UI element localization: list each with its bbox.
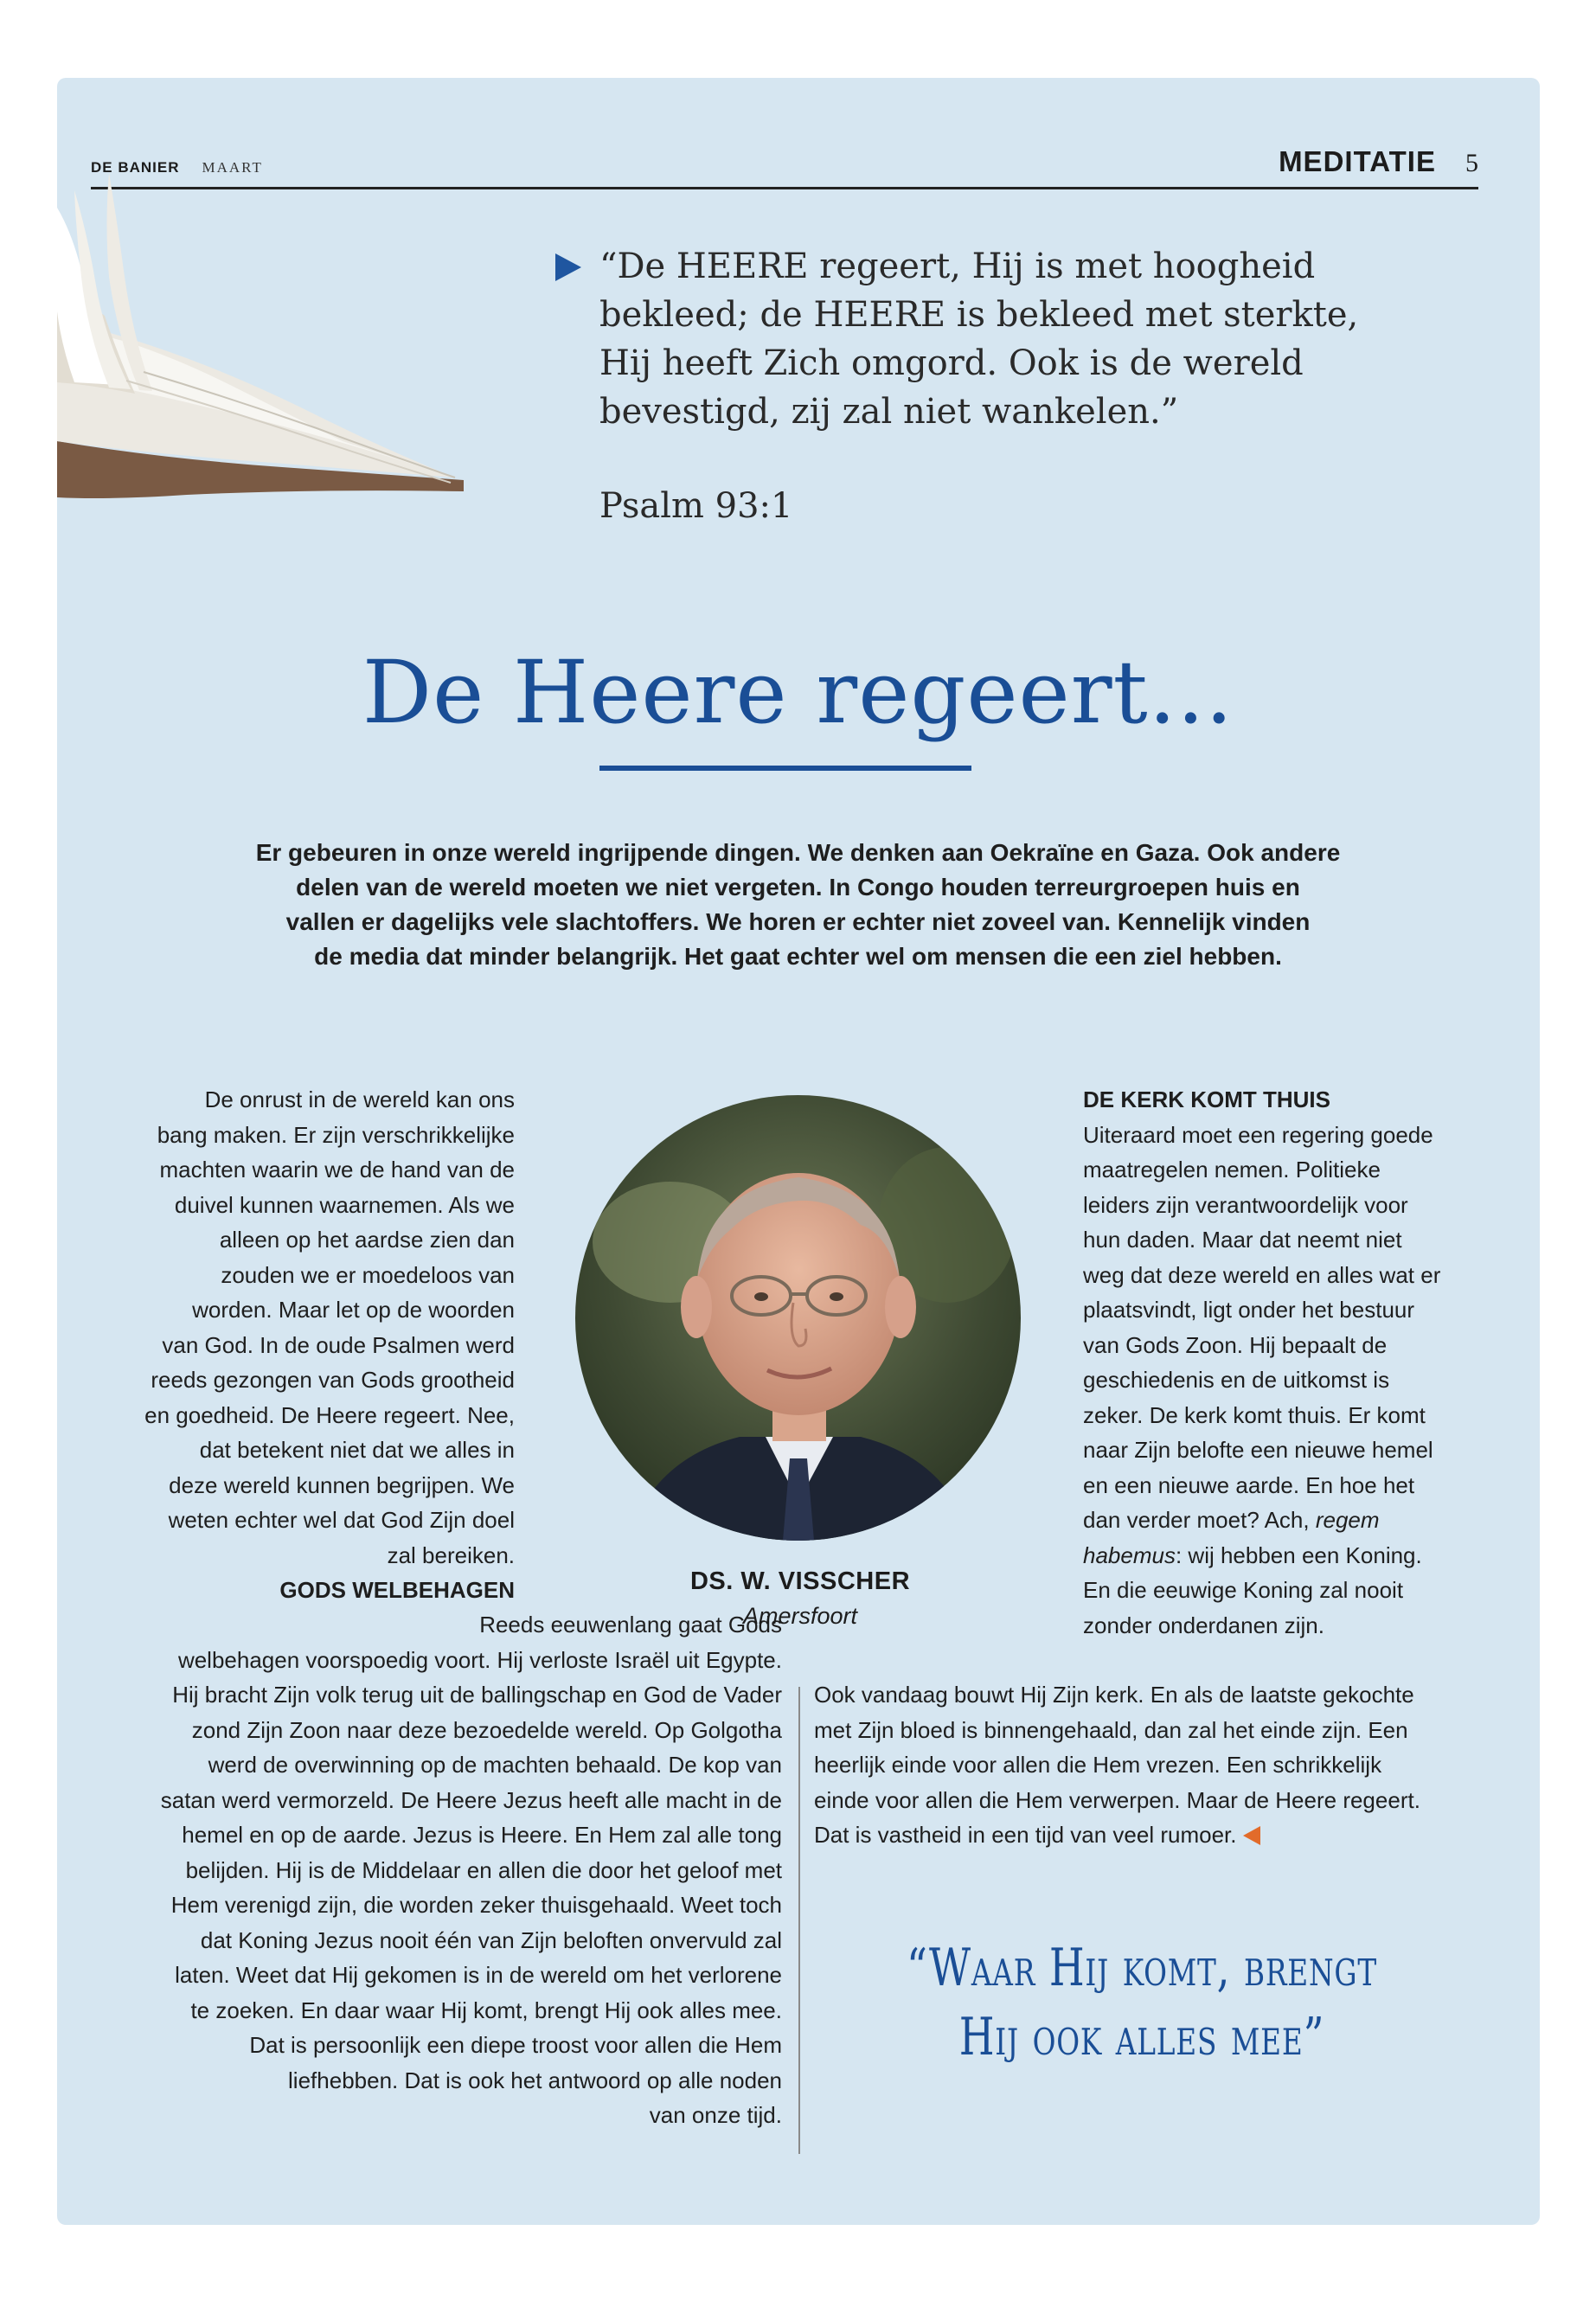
quote-marker-icon (555, 253, 581, 281)
issue-month: MAART (202, 159, 263, 176)
text-line: dat betekent niet dat we alles in (199, 1437, 515, 1463)
intro-line: Er gebeuren in onze wereld ingrijpende dingen. We denken aan Oekraïne en Gaza. Ook andere (255, 839, 1341, 866)
text-line: belijden. Hij is de Middelaar en allen die door het geloof met (185, 1856, 782, 1883)
text-line: welbehagen voorspoedig voort. Hij verloste Israël uit Egypte. (177, 1646, 782, 1673)
quote-line: Hij heeft Zich omgord. Ook is de wereld (599, 343, 1304, 383)
column-divider (798, 1687, 800, 2154)
quote-line: “De HEERE regeert, Hij is met hoogheid (599, 247, 1316, 286)
text-line: dat Koning Jezus nooit één van Zijn beloften onvervuld zal (200, 1926, 782, 1953)
text-line: van God. In de oude Psalmen werd (162, 1331, 515, 1358)
text-line: te zoeken. En daar waar Hij komt, brengt Hij ook alles mee. (190, 1997, 782, 2023)
text-line: Reeds eeuwenlang gaat Gods (479, 1612, 782, 1638)
text-line: En die eeuwige Koning zal nooit (1083, 1577, 1404, 1603)
left-column-continued (121, 1607, 782, 2133)
author-portrait (575, 1095, 1021, 1541)
scripture-quote (599, 242, 1413, 436)
subheading-de-kerk-komt-thuis: DE KERK KOMT THUIS (1083, 1086, 1330, 1112)
text-line: worden. Maar let op de woorden (192, 1297, 515, 1323)
text-line: van Gods Zoon. Hij bepaalt de (1083, 1331, 1388, 1358)
text-line: Dat is vastheid in een tijd van veel rumoer. (814, 1822, 1237, 1848)
portrait-image (575, 1095, 1021, 1541)
text-line: : wij hebben een Koning. (1175, 1541, 1422, 1568)
author-name: DS. W. VISSCHER (689, 1567, 911, 1595)
left-column-paragraph (121, 1082, 515, 1608)
running-header-right (1279, 145, 1478, 178)
text-line: Ook vandaag bouwt Hij Zijn kerk. En als de laatste gekochte (814, 1682, 1414, 1708)
text-line: alleen op het aardse zien dan (219, 1227, 515, 1253)
text-line: reeds gezongen van Gods grootheid (151, 1367, 515, 1393)
text-line: zond Zijn Zoon naar deze bezoedelde wereld. Op Golgotha (191, 1716, 782, 1743)
text-line: naar Zijn belofte een nieuwe hemel (1083, 1437, 1433, 1463)
intro-line: de media dat minder belangrijk. Het gaat echter wel om mensen die een ziel hebben. (314, 943, 1282, 970)
open-book-illustration (57, 156, 464, 519)
text-line: bang maken. Er zijn verschrikkelijke (157, 1121, 515, 1148)
text-line: weg dat deze wereld en alles wat er (1083, 1261, 1441, 1288)
text-line: geschiedenis en de uitkomst is (1083, 1367, 1390, 1393)
pull-quote-line: “Waar Hij komt, brengt (906, 1938, 1378, 1998)
text-line: liefhebben. Dat is ook het antwoord op alle noden (288, 2067, 782, 2093)
quote-line: bekleed; de HEERE is bekleed met sterkte, (599, 295, 1359, 335)
section-title: MEDITATIE (1279, 145, 1436, 177)
magazine-name: DE BANIER (91, 159, 180, 176)
text-line: satan werd vermorzeld. De Heere Jezus heeft alle macht in de (160, 1786, 782, 1813)
text-line: maatregelen nemen. Politieke (1083, 1157, 1381, 1183)
end-of-article-icon (1243, 1826, 1260, 1845)
text-line: zonder onderdanen zijn. (1083, 1612, 1324, 1638)
text-line: Dat is persoonlijk een diepe troost voor allen die Hem (249, 2032, 782, 2058)
text-line: plaatsvindt, ligt onder het bestuur (1083, 1297, 1415, 1323)
pull-quote-line: Hij ook alles mee” (958, 2007, 1325, 2067)
text-line: deze wereld kunnen begrijpen. We (169, 1471, 515, 1498)
text-line: einde voor allen die Hem verwerpen. Maar de Heere regeert. (814, 1786, 1420, 1813)
intro-line: delen van de wereld moeten we niet vergeten. In Congo houden terreurgroepen huis en (296, 874, 1300, 901)
text-line: en een nieuwe aarde. En hoe het (1083, 1471, 1415, 1498)
text-line: met Zijn bloed is binnengehaald, dan zal het einde zijn. Een (814, 1716, 1408, 1743)
text-line: Hem verenigd zijn, die worden zeker thuisgehaald. Weet toch (170, 1892, 782, 1918)
article-intro (216, 836, 1380, 974)
title-underline (599, 766, 971, 771)
author-place: Amersfoort (742, 1603, 858, 1629)
closing-paragraph (814, 1677, 1471, 1853)
subheading-gods-welbehagen: GODS WELBEHAGEN (279, 1577, 515, 1603)
quote-line: bevestigd, zij zal niet wankelen.” (599, 392, 1179, 432)
article-title: De Heere regeert... (362, 642, 1234, 743)
text-line: zouden we er moedeloos van (221, 1261, 515, 1288)
text-line: Hij bracht Zijn volk terug uit de ballingschap en God de Vader (172, 1682, 782, 1708)
text-line: werd de overwinning op de machten behaald. De kop van (208, 1752, 782, 1778)
latin-phrase: habemus (1083, 1541, 1176, 1568)
pull-quote (899, 1933, 1385, 2072)
text-line: dan verder moet? Ach, (1083, 1507, 1316, 1533)
page-number: 5 (1465, 149, 1478, 177)
text-line: zal bereiken. (387, 1541, 515, 1568)
text-line: machten waarin we de hand van de (159, 1157, 515, 1183)
intro-line: vallen er dagelijks vele slachtoffers. We horen er echter niet zoveel van. Kennelijk vinden (285, 908, 1311, 935)
text-line: zeker. De kerk komt thuis. Er komt (1083, 1401, 1426, 1428)
text-line: van onze tijd. (649, 2102, 782, 2128)
text-line: duivel kunnen waarnemen. Als we (174, 1191, 515, 1218)
text-line: heerlijk einde voor allen die Hem vrezen. Een schrikkelijk (814, 1752, 1382, 1778)
right-column-paragraph (1083, 1082, 1490, 1643)
scripture-reference: Psalm 93:1 (599, 486, 793, 526)
text-line: hemel en op de aarde. Jezus is Heere. En Hem zal alle tong (182, 1822, 782, 1848)
text-line: hun daden. Maar dat neemt niet (1083, 1227, 1402, 1253)
text-line: en goedheid. De Heere regeert. Nee, (144, 1401, 515, 1428)
text-line: Uiteraard moet een regering goede (1083, 1121, 1433, 1148)
latin-phrase: regem (1315, 1507, 1380, 1533)
text-line: leiders zijn verantwoordelijk voor (1083, 1191, 1408, 1218)
text-line: laten. Weet dat Hij gekomen is in de wereld om het verlorene (175, 1962, 782, 1988)
text-line: weten echter wel dat God Zijn doel (168, 1507, 515, 1533)
text-line: De onrust in de wereld kan ons (204, 1086, 515, 1112)
